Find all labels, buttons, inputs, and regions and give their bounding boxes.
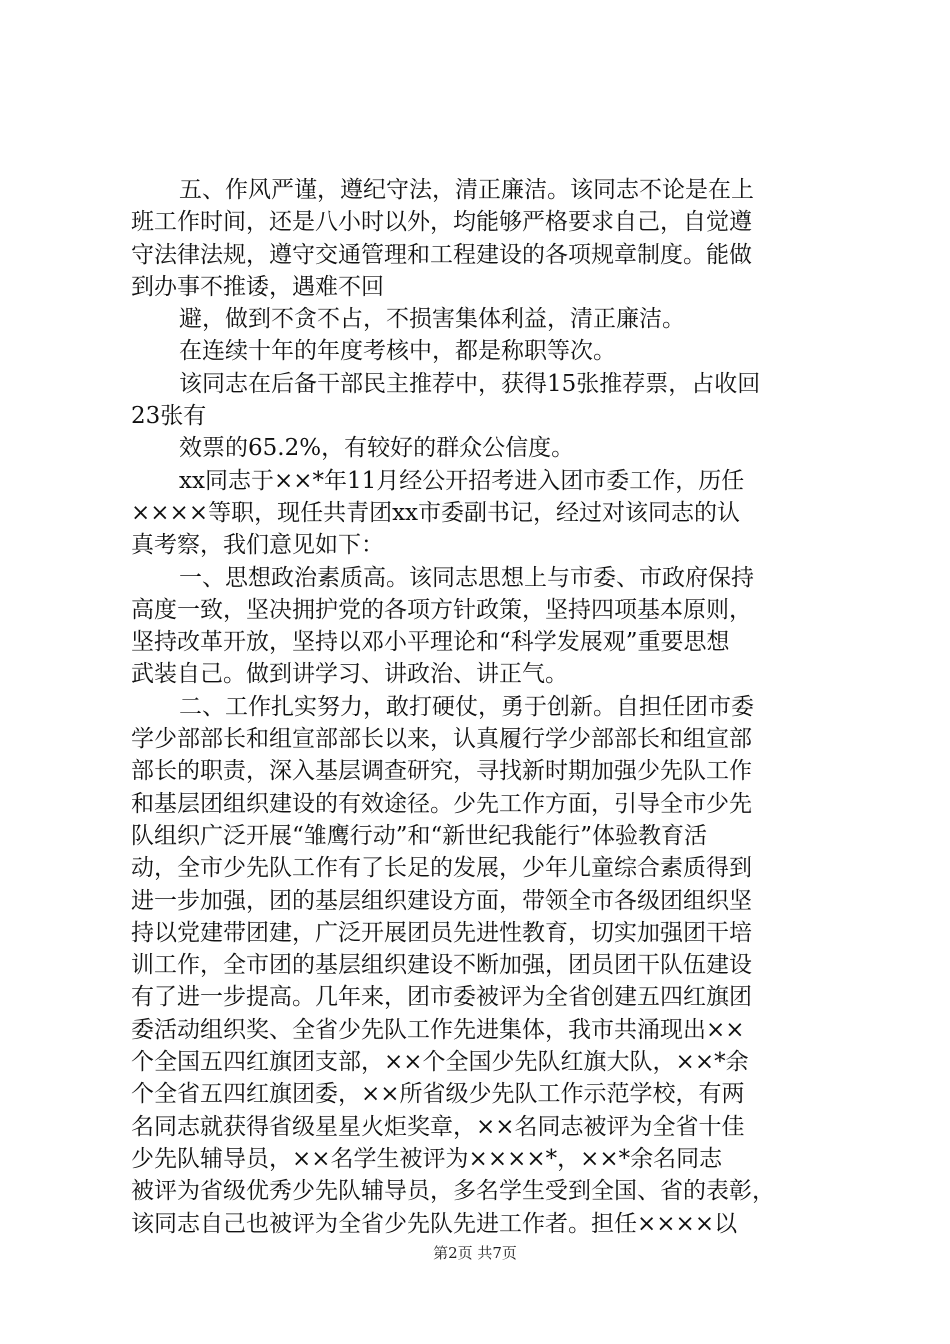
paragraph-line: 进一步加强，团的基层组织建设方面，带领全市各级团组织坚 — [131, 887, 752, 914]
paragraph-line: 少先队辅导员，××名学生被评为××××*，××*余名同志 — [131, 1145, 723, 1172]
paragraph-line: 一、思想政治素质高。该同志思想上与市委、市政府保持 — [179, 564, 754, 591]
paragraph-line: 效票的65.2%，有较好的群众公信度。 — [179, 435, 575, 462]
paragraph-line: xx同志于××*年11月经公开招考进入团市委工作，历任 — [179, 467, 745, 494]
paragraph-line: 部长的职责，深入基层调查研究，寻找新时期加强少先队工作 — [131, 758, 752, 785]
paragraph-line: 守法律法规，遵守交通管理和工程建设的各项规章制度。能做 — [131, 241, 752, 268]
paragraph-line: 委活动组织奖、全省少先队工作先进集体，我市共涌现出×× — [131, 1016, 745, 1043]
paragraph-line: 个全省五四红旗团委，××所省级少先队工作示范学校，有两 — [131, 1081, 745, 1108]
paragraph-line: 真考察，我们意见如下： — [131, 532, 384, 559]
paragraph-line: 训工作，全市团的基层组织建设不断加强，团员团干队伍建设 — [131, 952, 752, 979]
paragraph-line: 有了进一步提高。几年来，团市委被评为全省创建五四红旗团 — [131, 984, 752, 1011]
paragraph-line: 23张有 — [131, 403, 207, 430]
paragraph-line: 被评为省级优秀少先队辅导员，多名学生受到全国、省的表彰， — [131, 1178, 775, 1205]
paragraph-line: 队组织广泛开展“雏鹰行动”和“新世纪我能行”体验教育活 — [131, 822, 708, 849]
paragraph-line: 到办事不推诿，遇难不回 — [131, 273, 384, 300]
paragraph-line: 武装自己。做到讲学习、讲政治、讲正气。 — [131, 661, 568, 688]
paragraph-line: 学少部部长和组宣部部长以来，认真履行学少部部长和组宣部 — [131, 726, 752, 753]
paragraph-line: 五、作风严谨，遵纪守法，清正廉洁。该同志不论是在上 — [179, 177, 754, 203]
paragraph-line: 动，全市少先队工作有了长足的发展，少年儿童综合素质得到 — [131, 855, 752, 882]
paragraph-line: ××××等职，现任共青团xx市委副书记，经过对该同志的认 — [131, 499, 741, 526]
document-body — [131, 174, 831, 1240]
page-number-footer: 第2页 共7页 — [433, 1244, 517, 1262]
paragraph-line: 坚持改革开放，坚持以邓小平理论和“科学发展观”重要思想 — [131, 629, 730, 656]
paragraph-line: 个全国五四红旗团支部，××个全国少先队红旗大队，××*余 — [131, 1049, 749, 1076]
paragraph-line: 在连续十年的年度考核中，都是称职等次。 — [179, 338, 616, 365]
paragraph-line: 该同志自己也被评为全省少先队先进工作者。担任××××以 — [131, 1210, 738, 1237]
paragraph-line: 持以党建带团建，广泛开展团员先进性教育，切实加强团干培 — [131, 919, 752, 946]
paragraph-line: 该同志在后备干部民主推荐中，获得15张推荐票，占收回 — [179, 370, 761, 397]
paragraph-line: 班工作时间，还是八小时以外，均能够严格要求自己，自觉遵 — [131, 209, 752, 236]
paragraph-line: 和基层团组织建设的有效途径。少先工作方面，引导全市少先 — [131, 790, 752, 817]
paragraph-line: 二、工作扎实努力，敢打硬仗，勇于创新。自担任团市委 — [179, 693, 754, 720]
paragraph-line: 高度一致，坚决拥护党的各项方针政策，坚持四项基本原则， — [131, 596, 752, 623]
paragraph-line: 避，做到不贪不占，不损害集体利益，清正廉洁。 — [179, 306, 685, 333]
paragraph-line: 名同志就获得省级星星火炬奖章，××名同志被评为全省十佳 — [131, 1113, 745, 1140]
